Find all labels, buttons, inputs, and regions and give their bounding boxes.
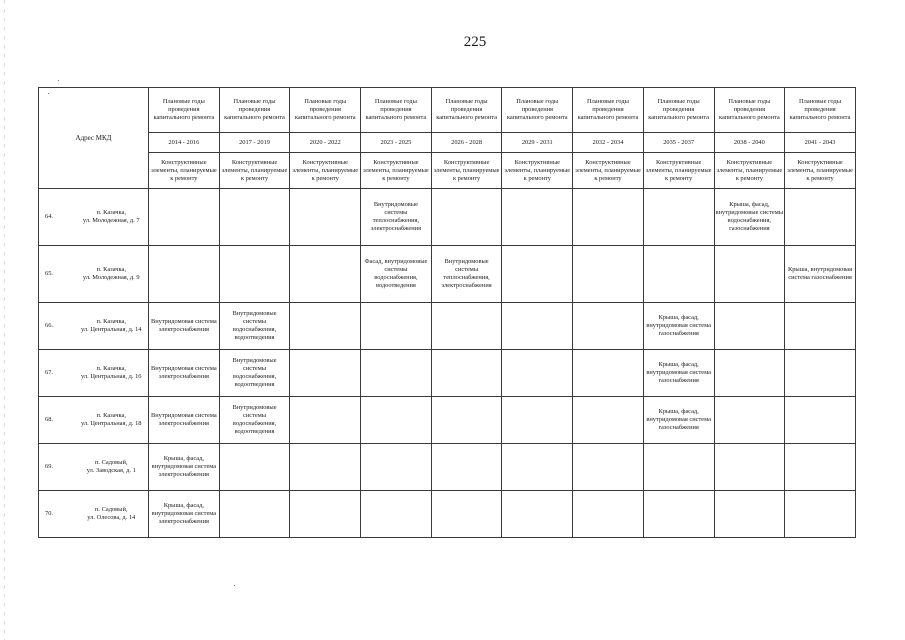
address-cell xyxy=(75,189,149,246)
address-cell xyxy=(75,491,149,538)
header-row-title xyxy=(39,88,856,133)
elements-header: Конструктивные элементы, планируемые к ремонту xyxy=(290,153,361,189)
repair-elements-cell: Крыша, внутридомовая система газоснабжения xyxy=(785,246,856,303)
repair-elements-cell xyxy=(785,303,856,350)
address-street: ул. Центральная, д. 18 xyxy=(81,420,142,427)
repair-elements-cell xyxy=(431,491,502,538)
repair-elements-cell: Внутридомовая система электроснабжения xyxy=(149,350,220,397)
period-years-header: 2026 - 2028 xyxy=(431,133,502,153)
address-settlement: п. Казачка, xyxy=(96,412,126,419)
address-street: ул. Заводская, д. 1 xyxy=(86,467,136,474)
repair-elements-cell xyxy=(714,397,785,444)
repair-elements-cell: Крыша, фасад, внутридомовая система газоснабжения xyxy=(643,303,714,350)
address-cell xyxy=(75,303,149,350)
address-street: ул. Молодежная, д. 7 xyxy=(82,217,140,224)
repair-elements-cell xyxy=(361,491,432,538)
period-title-header: Плановые годы проведения капитального ремонта xyxy=(361,88,432,133)
table-row xyxy=(39,491,856,538)
capital-repair-schedule-table xyxy=(38,87,856,538)
period-title-header: Плановые годы проведения капитального ремонта xyxy=(785,88,856,133)
repair-elements-cell xyxy=(643,189,714,246)
table-row xyxy=(39,444,856,491)
repair-elements-cell: Внутридомовая система электроснабжения xyxy=(149,303,220,350)
repair-elements-cell xyxy=(431,350,502,397)
repair-elements-cell xyxy=(785,491,856,538)
repair-elements-cell xyxy=(502,491,573,538)
elements-header: Конструктивные элементы, планируемые к ремонту xyxy=(502,153,573,189)
scan-speck xyxy=(234,585,235,586)
repair-elements-cell: Внутридомовые системы водоснабжения, водоотведения xyxy=(219,397,290,444)
table-row xyxy=(39,397,856,444)
table-row xyxy=(39,303,856,350)
repair-elements-cell xyxy=(643,444,714,491)
address-header: Адрес МКД xyxy=(39,88,149,189)
row-number: 64. xyxy=(39,189,75,246)
repair-elements-cell xyxy=(502,397,573,444)
repair-elements-cell: Внутридомовые системы водоснабжения, водоотведения xyxy=(219,303,290,350)
period-title-header: Плановые годы проведения капитального ремонта xyxy=(219,88,290,133)
period-years-header: 2020 - 2022 xyxy=(290,133,361,153)
period-years-header: 2032 - 2034 xyxy=(573,133,644,153)
repair-elements-cell xyxy=(714,246,785,303)
repair-elements-cell xyxy=(219,491,290,538)
row-number: 68. xyxy=(39,397,75,444)
elements-header: Конструктивные элементы, планируемые к ремонту xyxy=(643,153,714,189)
period-years-header: 2017 - 2019 xyxy=(219,133,290,153)
repair-elements-cell xyxy=(290,491,361,538)
repair-elements-cell xyxy=(290,303,361,350)
repair-elements-cell xyxy=(149,246,220,303)
repair-elements-cell xyxy=(431,444,502,491)
address-street: ул. Молодежная, д. 9 xyxy=(82,274,140,281)
period-title-header: Плановые годы проведения капитального ремонта xyxy=(643,88,714,133)
address-settlement: п. Казачка, xyxy=(96,318,126,325)
address-settlement: п. Казачка, xyxy=(96,266,126,273)
period-years-header: 2029 - 2031 xyxy=(502,133,573,153)
repair-elements-cell xyxy=(361,444,432,491)
elements-header: Конструктивные элементы, планируемые к ремонту xyxy=(149,153,220,189)
repair-elements-cell xyxy=(502,246,573,303)
scan-speck xyxy=(48,93,49,94)
address-cell xyxy=(75,444,149,491)
repair-elements-cell xyxy=(573,350,644,397)
elements-header: Конструктивные элементы, планируемые к ремонту xyxy=(431,153,502,189)
repair-elements-cell xyxy=(361,303,432,350)
elements-header: Конструктивные элементы, планируемые к ремонту xyxy=(573,153,644,189)
elements-header: Конструктивные элементы, планируемые к ремонту xyxy=(219,153,290,189)
address-street: ул. Центральная, д. 14 xyxy=(81,326,142,333)
repair-elements-cell xyxy=(219,444,290,491)
repair-elements-cell xyxy=(290,350,361,397)
repair-elements-cell xyxy=(573,246,644,303)
repair-elements-cell xyxy=(502,189,573,246)
period-years-header: 2014 - 2016 xyxy=(149,133,220,153)
repair-elements-cell: Внутридомовые системы теплоснабжения, электроснабжения xyxy=(431,246,502,303)
repair-elements-cell xyxy=(714,491,785,538)
repair-elements-cell xyxy=(573,491,644,538)
address-settlement: п. Садовый, xyxy=(95,459,128,466)
address-settlement: п. Казачка, xyxy=(96,365,126,372)
table-row xyxy=(39,189,856,246)
repair-elements-cell: Крыша, фасад, внутридомовая система электроснабжения xyxy=(149,491,220,538)
repair-elements-cell: Крыша, фасад, внутридомовая система электроснабжения xyxy=(149,444,220,491)
repair-elements-cell xyxy=(431,189,502,246)
repair-elements-cell xyxy=(290,246,361,303)
table-row xyxy=(39,246,856,303)
repair-elements-cell: Крыша, фасад, внутридомовые системы водоснабжения, газоснабжения xyxy=(714,189,785,246)
page-number: 225 xyxy=(463,34,487,50)
period-title-header: Плановые годы проведения капитального ремонта xyxy=(290,88,361,133)
period-title-header: Плановые годы проведения капитального ремонта xyxy=(714,88,785,133)
repair-elements-cell: Внутридомовая система электроснабжения xyxy=(149,397,220,444)
table-row xyxy=(39,350,856,397)
repair-elements-cell xyxy=(502,350,573,397)
address-settlement: п. Казачка, xyxy=(96,209,126,216)
elements-header: Конструктивные элементы, планируемые к ремонту xyxy=(785,153,856,189)
scan-margin-marks xyxy=(4,0,6,640)
repair-elements-cell: Внутридомовые системы теплоснабжения, электроснабжения xyxy=(361,189,432,246)
repair-elements-cell xyxy=(714,350,785,397)
repair-elements-cell: Фасад, внутридомовые системы водоснабжения, водоотведения xyxy=(361,246,432,303)
address-street: ул. Центральная, д. 16 xyxy=(81,373,142,380)
address-cell xyxy=(75,246,149,303)
repair-elements-cell xyxy=(573,303,644,350)
repair-elements-cell xyxy=(431,303,502,350)
repair-elements-cell xyxy=(785,189,856,246)
repair-elements-cell xyxy=(361,350,432,397)
repair-elements-cell xyxy=(290,397,361,444)
repair-elements-cell xyxy=(785,350,856,397)
repair-elements-cell: Внутридомовые системы водоснабжения, водоотведения xyxy=(219,350,290,397)
repair-elements-cell: Крыша, фасад, внутридомовая система газоснабжения xyxy=(643,397,714,444)
scan-speck xyxy=(58,80,59,81)
period-years-header: 2035 - 2037 xyxy=(643,133,714,153)
address-cell xyxy=(75,350,149,397)
repair-elements-cell xyxy=(573,444,644,491)
header-row-elements xyxy=(39,153,856,189)
period-title-header: Плановые годы проведения капитального ремонта xyxy=(431,88,502,133)
address-settlement: п. Садовый, xyxy=(95,506,128,513)
repair-elements-cell xyxy=(502,303,573,350)
repair-elements-cell xyxy=(149,189,220,246)
repair-elements-cell xyxy=(502,444,573,491)
repair-elements-cell xyxy=(290,444,361,491)
repair-elements-cell xyxy=(573,189,644,246)
repair-elements-cell xyxy=(785,397,856,444)
table-body xyxy=(39,189,856,538)
repair-elements-cell xyxy=(361,397,432,444)
period-years-header: 2023 - 2025 xyxy=(361,133,432,153)
row-number: 65. xyxy=(39,246,75,303)
repair-elements-cell xyxy=(714,444,785,491)
repair-elements-cell xyxy=(290,189,361,246)
elements-header: Конструктивные элементы, планируемые к ремонту xyxy=(361,153,432,189)
repair-elements-cell xyxy=(219,189,290,246)
elements-header: Конструктивные элементы, планируемые к ремонту xyxy=(714,153,785,189)
address-street: ул. Олесова, д. 14 xyxy=(87,514,136,521)
period-title-header: Плановые годы проведения капитального ремонта xyxy=(149,88,220,133)
repair-elements-cell xyxy=(714,303,785,350)
row-number: 67. xyxy=(39,350,75,397)
row-number: 69. xyxy=(39,444,75,491)
repair-elements-cell xyxy=(431,397,502,444)
repair-elements-cell xyxy=(643,246,714,303)
header-row-years xyxy=(39,133,856,153)
repair-elements-cell xyxy=(219,246,290,303)
repair-elements-cell xyxy=(785,444,856,491)
row-number: 66. xyxy=(39,303,75,350)
period-title-header: Плановые годы проведения капитального ремонта xyxy=(573,88,644,133)
address-cell xyxy=(75,397,149,444)
repair-elements-cell xyxy=(573,397,644,444)
repair-elements-cell: Крыша, фасад, внутридомовая система газоснабжения xyxy=(643,350,714,397)
period-years-header: 2041 - 2043 xyxy=(785,133,856,153)
period-years-header: 2038 - 2040 xyxy=(714,133,785,153)
row-number: 70. xyxy=(39,491,75,538)
period-title-header: Плановые годы проведения капитального ремонта xyxy=(502,88,573,133)
repair-elements-cell xyxy=(643,491,714,538)
